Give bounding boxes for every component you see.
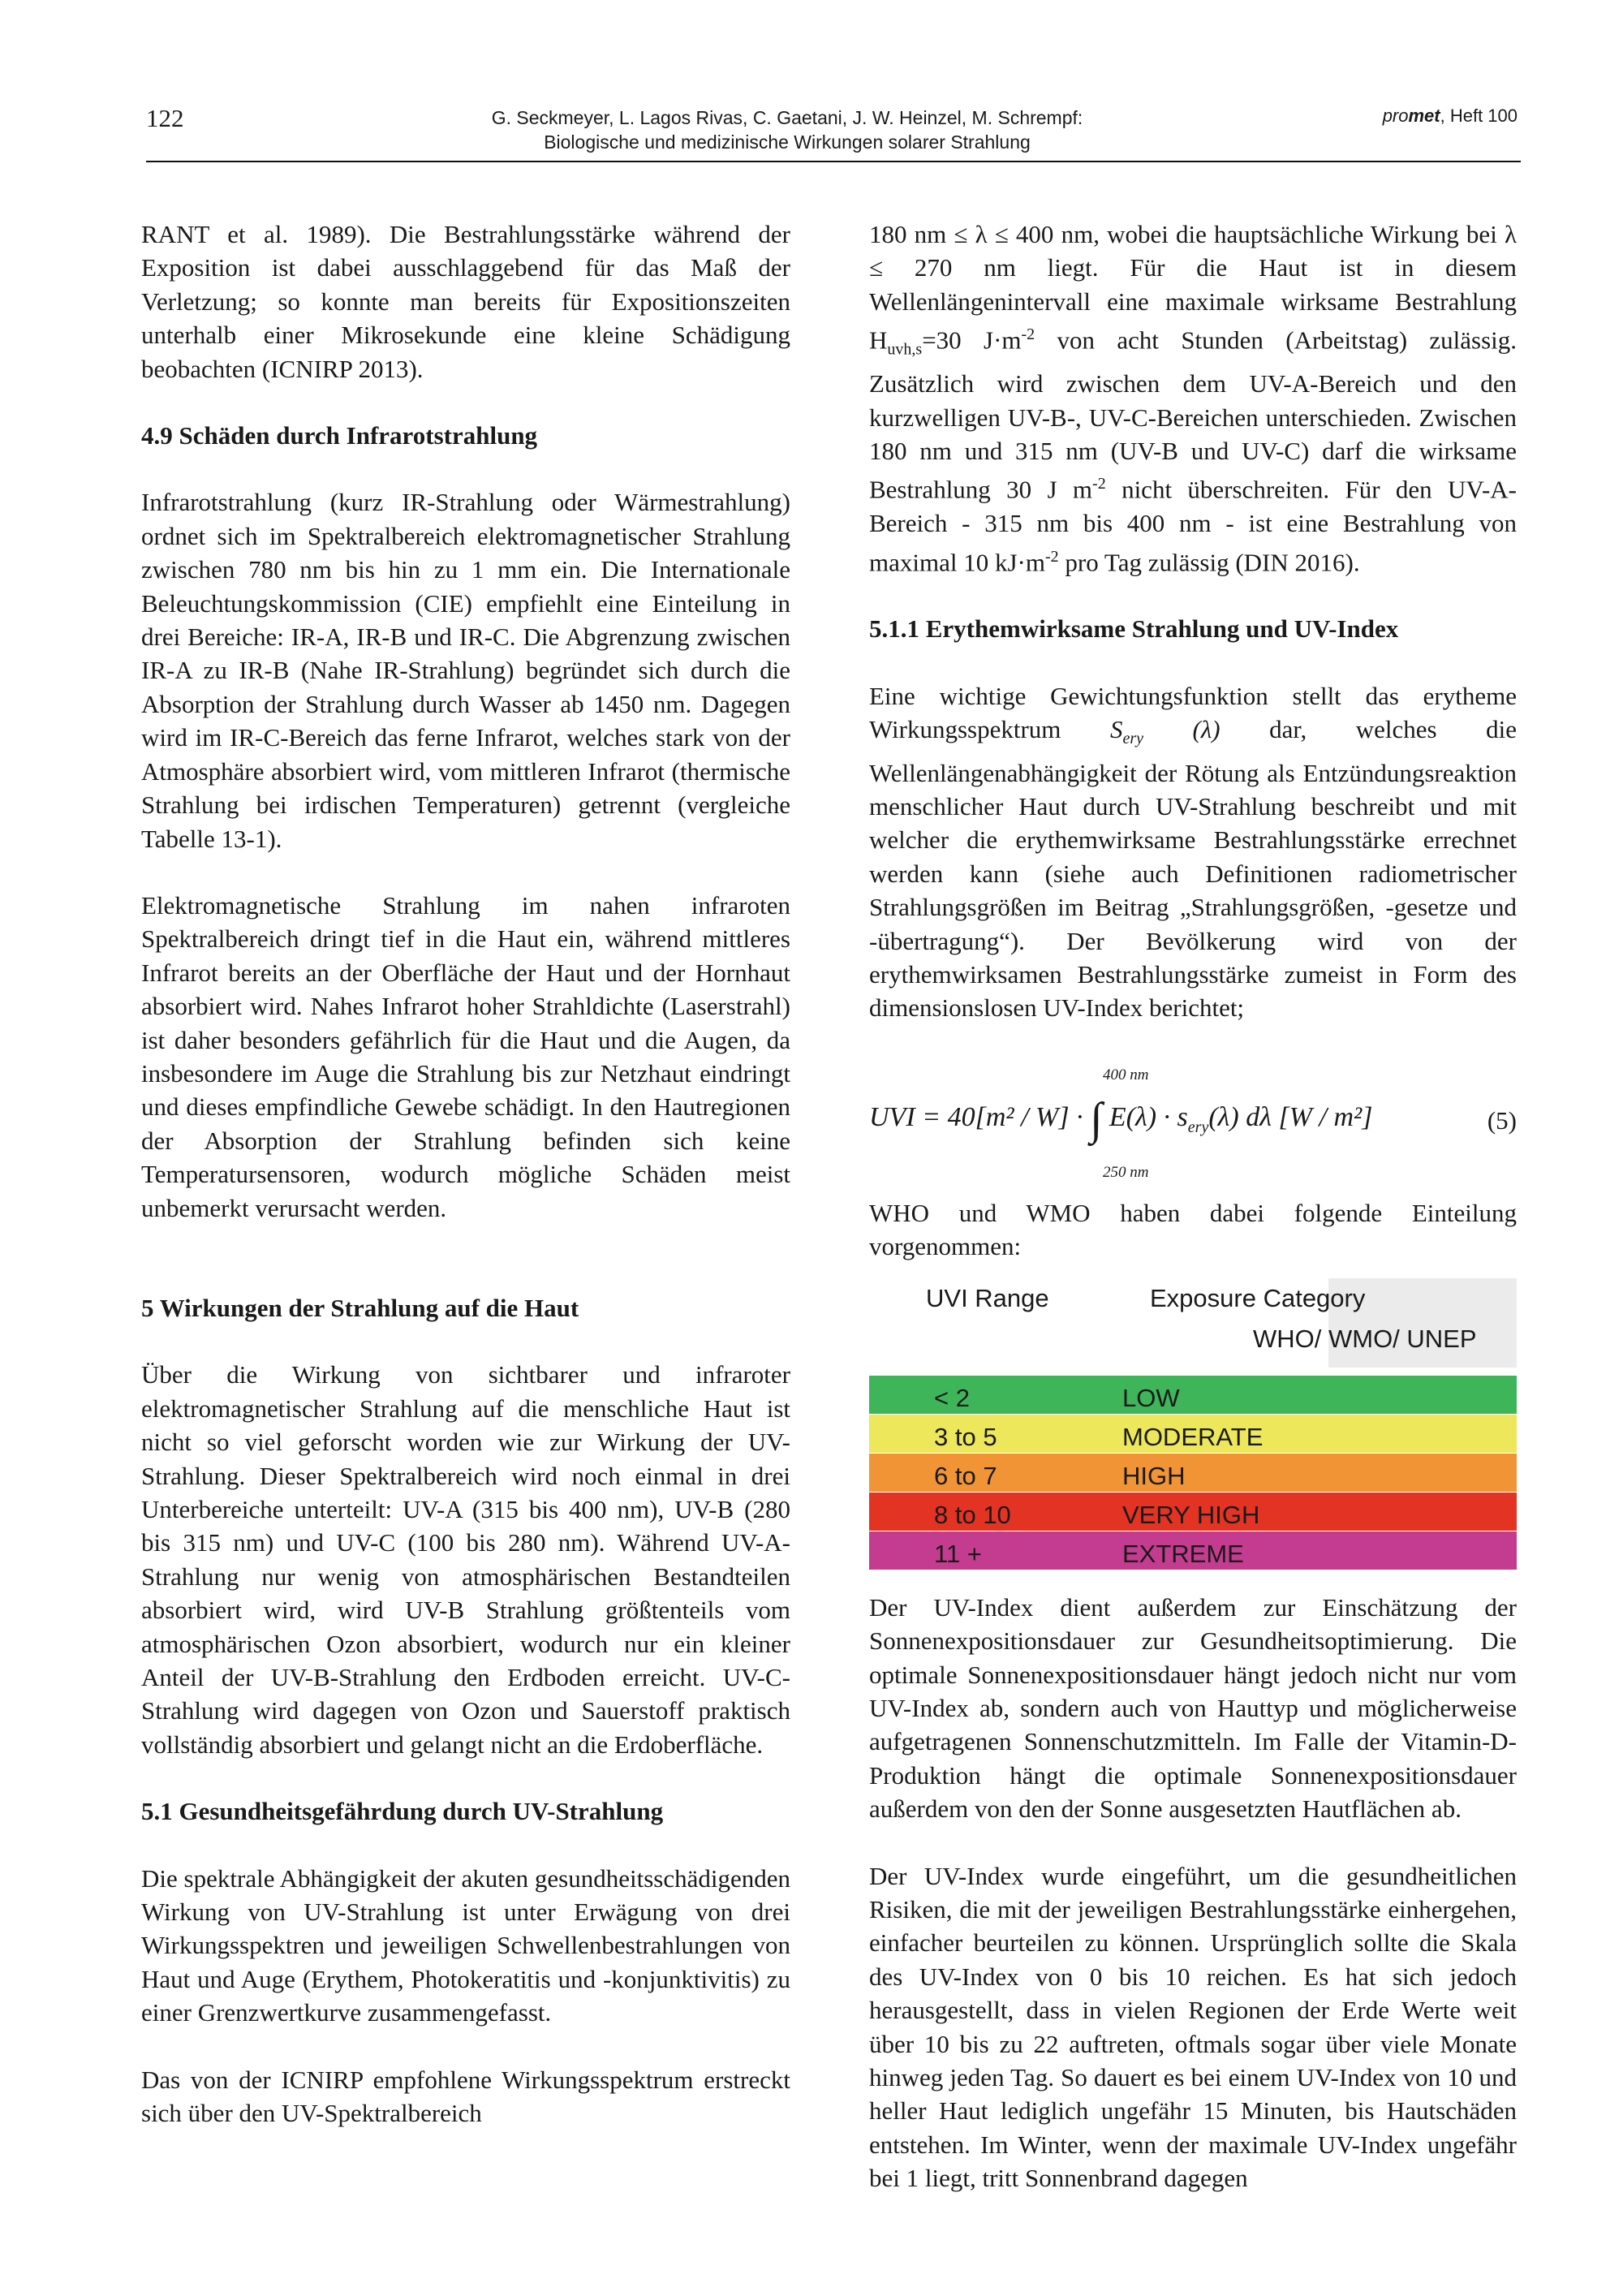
superscript: -2 xyxy=(1092,475,1106,493)
uvi-range-cell: 11 + xyxy=(934,1539,982,1568)
uvi-category-cell: LOW xyxy=(1122,1383,1180,1412)
uvi-category-cell: VERY HIGH xyxy=(1122,1500,1260,1529)
formula-lhs: UVI = 40 xyxy=(869,1101,975,1132)
uvi-table-rows xyxy=(869,1376,1517,1570)
section-heading-5-1: 5.1 Gesundheitsgefährdung durch UV-Strahlung xyxy=(141,1797,664,1826)
formula-unit1: [m² / W] xyxy=(975,1101,1070,1132)
section-heading-5: 5 Wirkungen der Strahlung auf die Haut xyxy=(141,1293,579,1322)
integral-sign: ∫ xyxy=(1090,1093,1103,1144)
subscript: uvh,s xyxy=(887,340,923,359)
journal-brand-met: met xyxy=(1408,106,1440,126)
uvi-table-header-orgs: WHO/ WMO/ UNEP xyxy=(1253,1324,1477,1353)
right-column xyxy=(869,218,1517,2195)
left-column xyxy=(141,218,790,2130)
formula-expression xyxy=(869,1093,1373,1144)
uvi-table-row xyxy=(869,1376,1517,1414)
text-run: 180 nm ≤ λ ≤ 400 nm, wobei die hauptsächliche Wirkung bei λ ≤ 270 nm liegt. Für die Haut ist in diesem Wellenlängenintervall eine maximale wirksame Bestrahlung H xyxy=(869,220,1517,355)
section-heading-4-9: 4.9 Schäden durch Infrarotstrahlung xyxy=(141,421,538,450)
journal-brand-pro: pro xyxy=(1382,106,1409,126)
uvi-range-cell: < 2 xyxy=(934,1383,970,1412)
subscript: ery xyxy=(1122,730,1143,748)
section-heading-5-1-1: 5.1.1 Erythemwirksame Strahlung und UV-Index xyxy=(869,614,1399,644)
superscript: -2 xyxy=(1044,547,1059,566)
uvi-table-header-range: UVI Range xyxy=(926,1283,1049,1312)
paragraph: Infrarotstrahlung (kurz IR-Strahlung oder Wärmestrahlung) ordnet sich im Spektralbereich elektromagnetischer Strahlung zwischen 780 nm bis hin zu 1 mm ein. Die Internationale Beleuchtungskommission (CIE) empfiehlt eine Einteilung in drei Bereiche: IR-A, IR-B und IR-C. Die Abgrenzung zwischen IR-A zu IR-B (Nahe IR-Strahlung) begründet sich durch die Absorption der Strahlung durch Wasser ab 1450 nm. Dagegen wird im IR-C-Bereich das ferne Infrarot, welches stark von der Atmosphäre absorbiert wird, vom mittleren Infrarot (thermische Strahlung bei irdischen Temperaturen) getrennt (vergleiche Tabelle 13-1). xyxy=(141,488,790,853)
paragraph xyxy=(869,679,1517,1025)
uvi-table-row xyxy=(869,1493,1517,1531)
header-rule xyxy=(146,161,1521,162)
uvi-formula xyxy=(869,1058,1517,1180)
uvi-table-row xyxy=(869,1531,1517,1570)
formula-integrand-tail: (λ) dλ xyxy=(1208,1101,1279,1132)
uvi-table xyxy=(869,1278,1517,1574)
text-run: von acht Stunden (Arbeitstag) zulässig. Zusätzlich wird zwischen dem UV-A-Bereich und den kurzwelligen UV-B-, UV-C-Bereichen unterschieden. Zwischen 180 nm und 315 nm (UV-B und UV-C) darf die wirksame Bestrahlung 30 J m xyxy=(869,325,1517,504)
text-run: Eine wichtige Gewichtungsfunktion stellt das erytheme Wirkungsspektrum xyxy=(869,681,1517,744)
journal-label xyxy=(1383,106,1518,127)
text-run: dar, welches die Wellenlängenabhängigkeit der Rötung als Entzündungsreaktion menschlicher Haut durch UV-Strahlung beschreibt und mit welcher die erythemwirksame Bestrahlungsstärke errechnet werden kann (siehe auch Definitionen radiometrischer Strahlungsgrößen im Beitrag „Strahlungsgrößen, -gesetze und -übertragung“). Der Bevölkerung wird von der erythemwirksamen Bestrahlungsstärke zumeist in Form des dimensionslosen UV-Index berichtet; xyxy=(869,715,1518,1023)
integral-upper-limit: 400 nm xyxy=(1103,1066,1149,1083)
equation-number: (5) xyxy=(1487,1105,1517,1135)
paragraph: Über die Wirkung von sichtbarer und infraroter elektromagnetischer Strahlung auf die menschliche Haut ist nicht so viel geforscht worden wie zur Wirkung der UV-Strahlung. Dieser Spektralbereich wird noch einmal in drei Unterbereiche unterteilt: UV-A (315 bis 400 nm), UV-B (280 bis 315 nm) und UV-C (100 bis 280 nm). Während UV-A-Strahlung nur wenig von atmosphärischen Bestandteilen absorbiert wird, wird UV-B Strahlung größtenteils vom atmosphärischen Ozon absorbiert, wodurch nur ein kleiner Anteil der UV-B-Strahlung den Erdboden erreicht. UV-C-Strahlung wird dagegen von Ozon und Sauerstoff praktisch vollständig absorbiert und gelangt nicht an die Erdoberfläche. xyxy=(141,1360,790,1759)
uvi-category-cell: HIGH xyxy=(1122,1461,1186,1490)
journal-brand xyxy=(1383,106,1440,126)
formula-subscript: ery xyxy=(1187,1118,1209,1136)
integral-lower-limit: 250 nm xyxy=(1103,1163,1149,1181)
text-run: pro Tag zulässig (DIN 2016). xyxy=(1058,547,1360,576)
paragraph: Das von der ICNIRP empfohlene Wirkungsspektrum erstreckt sich über den UV-Spektralbereich xyxy=(141,2065,790,2128)
uvi-table-row xyxy=(869,1415,1517,1453)
paragraph: Elektromagnetische Strahlung im nahen infraroten Spektralbereich dringt tief in die Haut ein, während mittleres Infrarot bereits an der Oberfläche der Haut und der Hornhaut absorbiert wird. Nahes Infrarot hoher Strahldichte (Laserstrahl) ist daher besonders gefährlich für die Haut und die Augen, da insbesondere im Auge die Strahlung bis zur Netzhaut eindringt und dieses empfindliche Gewebe schädigt. In den Hautregionen der Absorption der Strahlung befinden sich keine Temperatursensoren, wodurch mögliche Schäden meist unbemerkt verursacht werden. xyxy=(141,890,790,1222)
text-run: nicht überschreiten. Für den UV-A-Bereich - 315 nm bis 400 nm - ist eine Bestrahlung von maximal 10 kJ·m xyxy=(869,475,1517,576)
running-head-title: Biologische und medizinische Wirkungen solarer Strahlung xyxy=(544,131,1031,153)
journal-issue: , Heft 100 xyxy=(1440,106,1518,126)
paragraph xyxy=(869,218,1517,579)
paragraph: WHO und WMO haben dabei folgende Einteilung vorgenommen: xyxy=(869,1198,1517,1261)
uvi-category-cell: MODERATE xyxy=(1122,1422,1264,1451)
uvi-table-row xyxy=(869,1454,1517,1492)
running-head-authors: G. Seckmeyer, L. Lagos Rivas, C. Gaetani, J. W. Heinzel, M. Schrempf: xyxy=(491,107,1083,128)
formula-integrand: E(λ) · s xyxy=(1102,1101,1188,1132)
paragraph: Der UV-Index dient außerdem zur Einschätzung der Sonnenexpositionsdauer zur Gesundheitsoptimierung. Die optimale Sonnenexpositionsdauer hängt jedoch nicht nur vom UV-Index ab, sondern auch von Hauttyp und möglicherweise aufgetragenen Sonnenschutzmitteln. Im Falle der Vitamin-D-Produktion hängt die optimale Sonnenexpositionsdauer außerdem von den der Sonne ausgesetzten Hautflächen ab. xyxy=(869,1592,1517,1824)
symbol-s-ery: S xyxy=(1109,715,1123,744)
uvi-range-cell: 8 to 10 xyxy=(934,1500,1011,1529)
uvi-range-cell: 6 to 7 xyxy=(934,1461,997,1490)
text-run: =30 J·m xyxy=(922,325,1022,355)
running-head xyxy=(454,106,1120,154)
paragraph: Die spektrale Abhängigkeit der akuten gesundheitsschädigenden Wirkung von UV-Strahlung ist unter Erwägung von drei Wirkungsspektren und jeweiligen Schwellenbestrahlungen von Haut und Auge (Erythem, Photokeratitis und -konjunktivitis) zu einer Grenzwertkurve zusammengefasst. xyxy=(141,1863,790,2027)
superscript: -2 xyxy=(1021,325,1035,344)
uvi-table-header-category: Exposure Category xyxy=(1150,1283,1366,1312)
uvi-range-cell: 3 to 5 xyxy=(934,1422,997,1451)
formula-dot: · xyxy=(1069,1101,1091,1132)
paragraph: RANT et al. 1989). Die Bestrahlungsstärke während der Exposition ist dabei ausschlaggebend für das Maß der Verletzung; so konnte man bereits für Expositionszeiten unterhalb einer Mikrosekunde eine kleine Schädigung beobachten (ICNIRP 2013). xyxy=(141,220,790,383)
page-number: 122 xyxy=(146,104,184,132)
uvi-category-cell: EXTREME xyxy=(1122,1539,1244,1568)
page-header xyxy=(0,0,1623,162)
formula-unit2: [W / m²] xyxy=(1278,1101,1373,1132)
paragraph: Der UV-Index wurde eingeführt, um die gesundheitlichen Risiken, die mit der jeweiligen Bestrahlungsstärke einhergehen, einfacher beurteilen zu können. Ursprünglich sollte die Skala des UV-Index von 0 bis 10 reichen. Es hat sich jedoch herausgestellt, dass in vielen Regionen der Erde Werte weit über 10 bis zu 22 auftreten, oftmals sogar über viele Monate hinweg jeden Tag. So dauert es bei einem UV-Index von 10 und heller Haut lediglich ungefähr 15 Minuten, bis Hautschäden entstehen. Im Winter, wenn der maximale UV-Index ungefähr bei 1 liegt, tritt Sonnenbrand dagegen xyxy=(869,1861,1517,2193)
symbol-lambda: (λ) xyxy=(1143,715,1220,744)
